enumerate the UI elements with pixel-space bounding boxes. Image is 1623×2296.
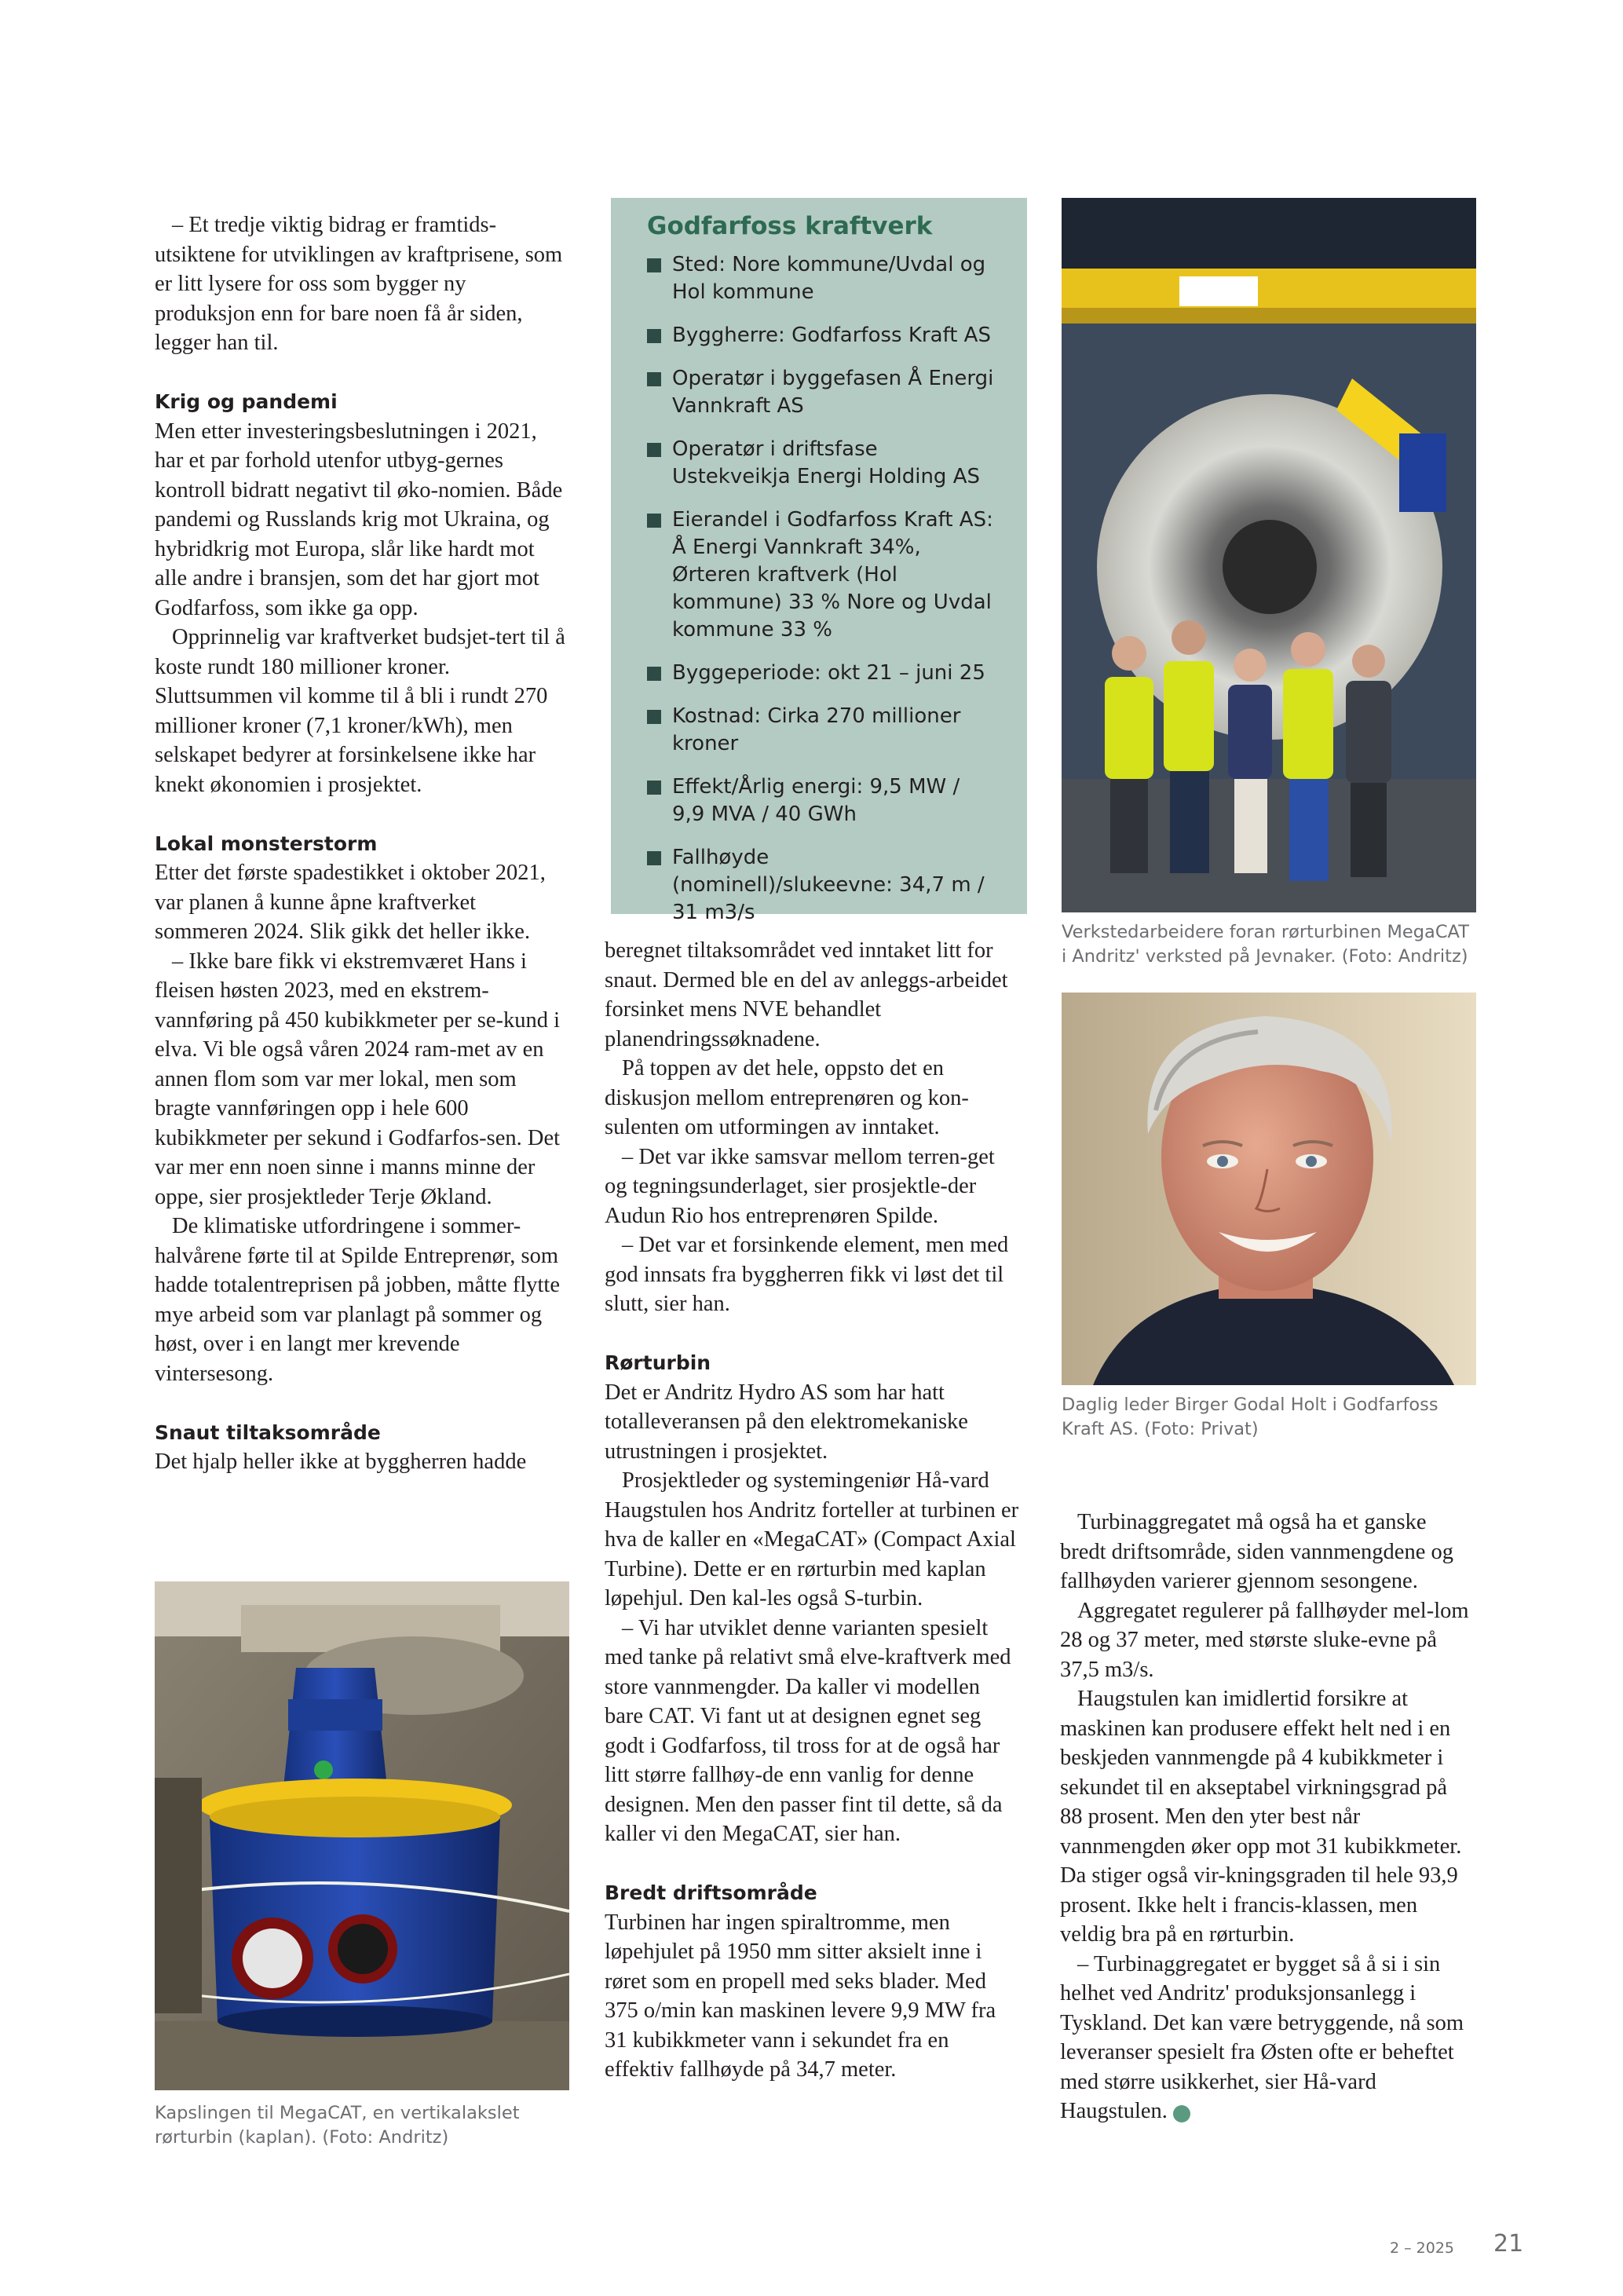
col1-paragraph-4: Etter det første spadestikket i oktober 2021, var planen å kunne åpne kraftverket sommeren 2024. Slik gikk det heller ikke. xyxy=(155,861,546,944)
heading-lokal-monsterstorm: Lokal monsterstorm xyxy=(155,832,378,855)
col2-paragraph-1: beregnet tiltaksområdet ved inntaket litt for snaut. Dermed ble en del av anleggs-arbeidet forsinket mens NVE behandlet planendringssøknadene. xyxy=(605,938,1008,1051)
fact-item-developer: Byggherre: Godfarfoss Kraft AS xyxy=(647,322,996,349)
fact-box-list xyxy=(647,251,996,927)
square-bullet-icon xyxy=(647,258,661,272)
heading-snaut-tiltaksomrade: Snaut tiltaksområde xyxy=(155,1420,381,1444)
fact-item-head-capacity: Fallhøyde (nominell)/slukeevne: 34,7 m / 31 m3/s xyxy=(647,844,996,927)
fact-item-cost: Kostnad: Cirka 270 millioner kroner xyxy=(647,703,996,758)
turbine-photo-caption: Kapslingen til MegaCAT, en vertikalakslet rørturbin (kaplan). (Foto: Andritz) xyxy=(155,2103,520,2148)
workshop-workers-photo xyxy=(1062,198,1476,912)
col1-paragraph-7: Det hjalp heller ikke at byggherren hadde xyxy=(155,1450,527,1474)
fact-box-title: Godfarfoss kraftverk xyxy=(647,212,933,240)
column-3 xyxy=(1060,1508,1475,2126)
col1-paragraph-6: De klimatiske utfordringene i sommer-halvårene førte til at Spilde Entreprenør, som hadde totalentreprisen på jobben, måtte flytte mye arbeid som var planlagt på sommer og høst, over i en langt mer krevende vintersesong. xyxy=(155,1214,560,1386)
heading-krig-og-pandemi: Krig og pandemi xyxy=(155,390,338,413)
fact-item-effect-energy: Effekt/Årlig energi: 9,5 MW / 9,9 MVA / 40 GWh xyxy=(647,773,996,828)
issue-label: 2 – 2025 xyxy=(1390,2239,1455,2257)
fact-item-location: Sted: Nore kommune/Uvdal og Hol kommune xyxy=(647,251,996,306)
col2-paragraph-7: – Vi har utviklet denne varianten spesielt med tanke på relativt små elve-kraftverk med store vannmengder. Da kaller vi modellen bare CAT. Vi fant ut at designen egnet seg godt i Godfarfoss, til tross for at de også har litt større fallhøy-de enn vanlig for denne designen. Men den passer fint til dette, så da kaller vi den MegaCAT, sier han. xyxy=(605,1615,1011,1846)
portrait-photo-caption: Daglig leder Birger Godal Holt i Godfarfoss Kraft AS. (Foto: Privat) xyxy=(1062,1395,1438,1439)
col1-paragraph-2: Men etter investeringsbeslutningen i 2021, har et par forhold utenfor utbyg-gernes kontroll bidratt negativt til øko-nomien. Både pandemi og Russlands krig mot Ukraina, og hybridkrig mot Europa, slår like hardt mot alle andre i bransjen, som det har gjort mot Godfarfoss, som ikke ga opp. xyxy=(155,419,563,620)
col2-paragraph-4: – Det var et forsinkende element, men med god innsats fra byggherren fikk vi løst det til slutt, sier han. xyxy=(605,1233,1009,1316)
col1-paragraph-1: – Et tredje viktig bidrag er framtids-utsiktene for utviklingen av kraftprisene, som er litt lysere for oss som bygger ny produksjon enn for bare noen få år siden, legger han til. xyxy=(155,213,563,355)
col3-paragraph-1: Turbinaggregatet må også ha et ganske bredt driftsområde, siden vannmengdene og fallhøyden varierer gjennom sesongene. xyxy=(1060,1510,1453,1593)
col1-paragraph-3: Opprinnelig var kraftverket budsjet-tert til å koste rundt 180 millioner kroner. Sluttsummen vil komme til å bli i rundt 270 millioner kroner (7,1 kroner/kWh), men selskapet bedyrer at forsinkelsene ikke har knekt økonomien i prosjektet. xyxy=(155,625,565,797)
square-bullet-icon xyxy=(647,329,661,343)
col2-paragraph-5: Det er Andritz Hydro AS som har hatt totalleveransen på den elektromekaniske utrustningen i prosjektet. xyxy=(605,1380,968,1464)
col3-paragraph-3: Haugstulen kan imidlertid forsikre at maskinen kan produsere effekt helt ned i en beskjeden vannmengde på 4 kubikkmeter i sekundet til en akseptabel virkningsgrad på 88 prosent. Men den yter best når vannmengden øker opp mot 31 kubikkmeter. Da stiger også vir-kningsgraden til hele 93,9 prosent. Ikke helt i francis-klassen, men veldig bra på en rørturbin. xyxy=(1060,1687,1462,1947)
col3-paragraph-4: – Turbinaggregatet er bygget så å si i sin helhet ved Andritz' produksjonsanlegg i Tyskland. Det kan være betryggende, nå som leveranser spesielt fra Østen ofte er beheftet med større usikkerhet, sier Hå-vard Haugstulen. e xyxy=(1060,1951,1464,2123)
col2-paragraph-3: – Det var ikke samsvar mellom terren-get og tegningsunderlaget, sier prosjektle-der Audun Rio hos entreprenøren Spilde. xyxy=(605,1144,995,1228)
fact-item-ownership: Eierandel i Godfarfoss Kraft AS: Å Energi Vannkraft 34%, Ørteren kraftverk (Hol kommune) 33 % Nore og Uvdal kommune 33 % xyxy=(647,506,996,644)
col3-paragraph-2: Aggregatet regulerer på fallhøyder mel-lom 28 og 37 meter, med største sluke-evne på 37,5 m3/s. xyxy=(1060,1598,1469,1682)
square-bullet-icon xyxy=(647,443,661,457)
turbine-housing-photo xyxy=(155,1581,569,2090)
square-bullet-icon xyxy=(647,372,661,386)
fact-item-construction-period: Byggeperiode: okt 21 – juni 25 xyxy=(647,660,996,687)
fact-item-operator-construction: Operatør i byggefasen Å Energi Vannkraft AS xyxy=(647,365,996,420)
col2-paragraph-6: Prosjektleder og systemingeniør Hå-vard Haugstulen hos Andritz forteller at turbinen er hva de kaller en «MegaCAT» (Compact Axial Turbine). Dette er en rørturbin med kaplan løpehjul. Den kal-les også S-turbin. xyxy=(605,1468,1019,1610)
col2-paragraph-8: Turbinen har ingen spiraltromme, men løpehjulet på 1950 mm sitter aksielt inne i røret som en propell med seks blader. Med 375 o/min kan maskinen levere 9,9 MW fra 31 kubikkmeter vann i sekundet fra en effektiv fallhøyde på 34,7 meter. xyxy=(605,1910,996,2082)
portrait-photo xyxy=(1062,993,1476,1385)
workshop-photo-caption: Verkstedarbeidere foran rørturbinen MegaCAT i Andritz' verksted på Jevnaker. (Foto: Andritz) xyxy=(1062,922,1469,967)
fact-item-operator-operation: Operatør i driftsfase Ustekveikja Energi Holding AS xyxy=(647,436,996,491)
page-number: 21 xyxy=(1493,2230,1524,2258)
square-bullet-icon xyxy=(647,710,661,724)
col1-paragraph-5: – Ikke bare fikk vi ekstremværet Hans i fleisen høsten 2023, med en ekstrem-vannføring på 450 kubikkmeter per se-kund i elva. Vi ble også våren 2024 ram-met av en annen flom som var mer lokal, men som bragte vannføringen opp i hele 600 kubikkmeter per sekund i Godfarfos-sen. Det var mer enn noen sinne i manns minne der oppe, sier prosjektleder Terje Økland. xyxy=(155,949,561,1209)
heading-bredt-driftsomrade: Bredt driftsområde xyxy=(605,1881,817,1904)
column-2 xyxy=(605,936,1019,2085)
col2-paragraph-2: På toppen av det hele, oppsto det en diskusjon mellom entreprenøren og kon-sulenten om utformingen av inntaket. xyxy=(605,1056,969,1139)
fact-box xyxy=(611,198,1027,924)
heading-rorturbin: Rørturbin xyxy=(605,1351,711,1374)
column-1 xyxy=(155,210,569,1477)
square-bullet-icon xyxy=(647,514,661,528)
square-bullet-icon xyxy=(647,667,661,681)
square-bullet-icon xyxy=(647,851,661,865)
square-bullet-icon xyxy=(647,781,661,795)
end-mark-icon: e xyxy=(1173,2105,1190,2122)
